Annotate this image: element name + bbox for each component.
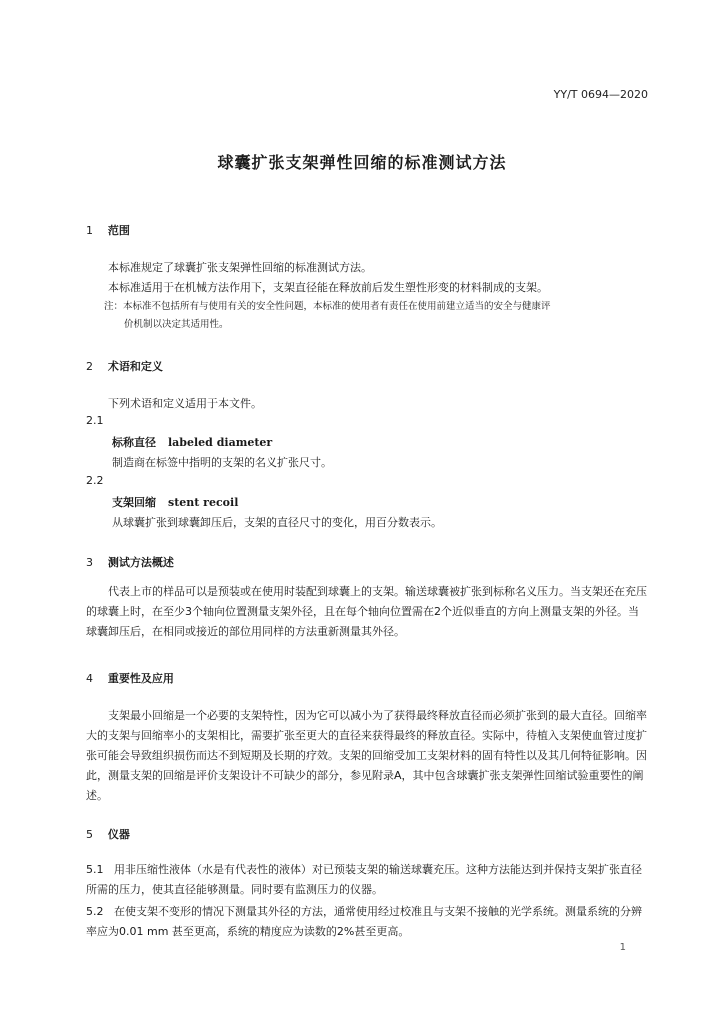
paragraph: 支架最小回缩是一个必要的支架特性，因为它可以减小为了获得最终释放直径而必须扩张到的最大直径。回缩率大的支架与回缩率小的支架相比，需要扩张至更大的直径来获得最终的释放直径。实际中，待植入支架使血管过度扩张可能会导致组织损伤而达不到短期及长期的疗效。支架的回缩受加工支架材料的固有特性以及其几何特征影响。因此，测量支架的回缩是评价支架设计不可缺少的部分，参见附录A，其中包含球囊扩张支架弹性回缩试验重要性的阐述。	[86, 709, 647, 802]
paragraph: 下列术语和定义适用于本文件。	[108, 397, 262, 410]
paragraph: 本标准适用于在机械方法作用下，支架直径能在释放前后发生塑性形变的材料制成的支架。	[108, 281, 548, 294]
section-5-heading	[86, 826, 130, 842]
term-chinese: 标称直径	[112, 436, 156, 449]
section-title: 重要性及应用	[107, 672, 174, 685]
term-number: 2.2	[86, 474, 104, 487]
section-4-heading	[86, 670, 174, 686]
term-english: labeled diameter	[168, 436, 273, 449]
clause-5-1	[86, 860, 648, 900]
term-english: stent recoil	[168, 496, 239, 509]
section-title: 测试方法概述	[107, 556, 174, 569]
note-line: 注：本标准不包括所有与使用有关的安全性问题，本标准的使用者有责任在使用前建立适当的安全与健康评	[104, 301, 551, 312]
clause-text: 在使支架不变形的情况下测量其外径的方法，通常使用经过校准且与支架不接触的光学系统。测量系统的分辨率应为0.01 mm 甚至更高，系统的精度应为读数的2%甚至更高。	[86, 905, 642, 938]
term-number: 2.1	[86, 414, 104, 427]
section-title: 术语和定义	[107, 360, 163, 373]
paragraph: 本标准规定了球囊扩张支架弹性回缩的标准测试方法。	[108, 261, 372, 274]
note	[104, 298, 648, 334]
term-entry	[112, 434, 272, 450]
document-title: 球囊扩张支架弹性回缩的标准测试方法	[217, 153, 507, 172]
section-title: 仪器	[107, 828, 130, 841]
section-number: 3	[86, 556, 93, 569]
term-definition: 制造商在标签中指明的支架的名义扩张尺寸。	[112, 456, 332, 469]
section-number: 2	[86, 360, 93, 373]
section-number: 1	[86, 224, 93, 237]
section-number: 4	[86, 672, 93, 685]
clause-number: 5.1	[86, 863, 104, 876]
standard-number: YY/T 0694—2020	[553, 88, 648, 101]
clause-text: 用非压缩性液体（水是有代表性的液体）对已预装支架的输送球囊充压。这种方法能达到并保持支架扩张直径所需的压力，使其直径能够测量。同时要有监测压力的仪器。	[86, 863, 642, 896]
section-1-heading	[86, 222, 130, 238]
term-definition: 从球囊扩张到球囊卸压后，支架的直径尺寸的变化，用百分数表示。	[112, 516, 442, 529]
page-number: 1	[619, 942, 626, 953]
clause-5-2	[86, 902, 648, 942]
term-entry	[112, 494, 238, 510]
term-chinese: 支架回缩	[112, 496, 156, 509]
clause-number: 5.2	[86, 905, 104, 918]
section-title: 范围	[107, 224, 130, 237]
paragraph: 代表上市的样品可以是预装或在使用时装配到球囊上的支架。输送球囊被扩张到标称名义压力。当支架还在充压的球囊上时，在至少3个轴向位置测量支架外径，且在每个轴向位置需在2个近似垂直的方向上测量支架的外径。当球囊卸压后，在相同或接近的部位用同样的方法重新测量其外径。	[86, 585, 647, 638]
section-2-heading	[86, 358, 163, 374]
section-number: 5	[86, 828, 93, 841]
section-3-heading	[86, 554, 174, 570]
note-line: 价机制以决定其适用性。	[124, 319, 229, 330]
